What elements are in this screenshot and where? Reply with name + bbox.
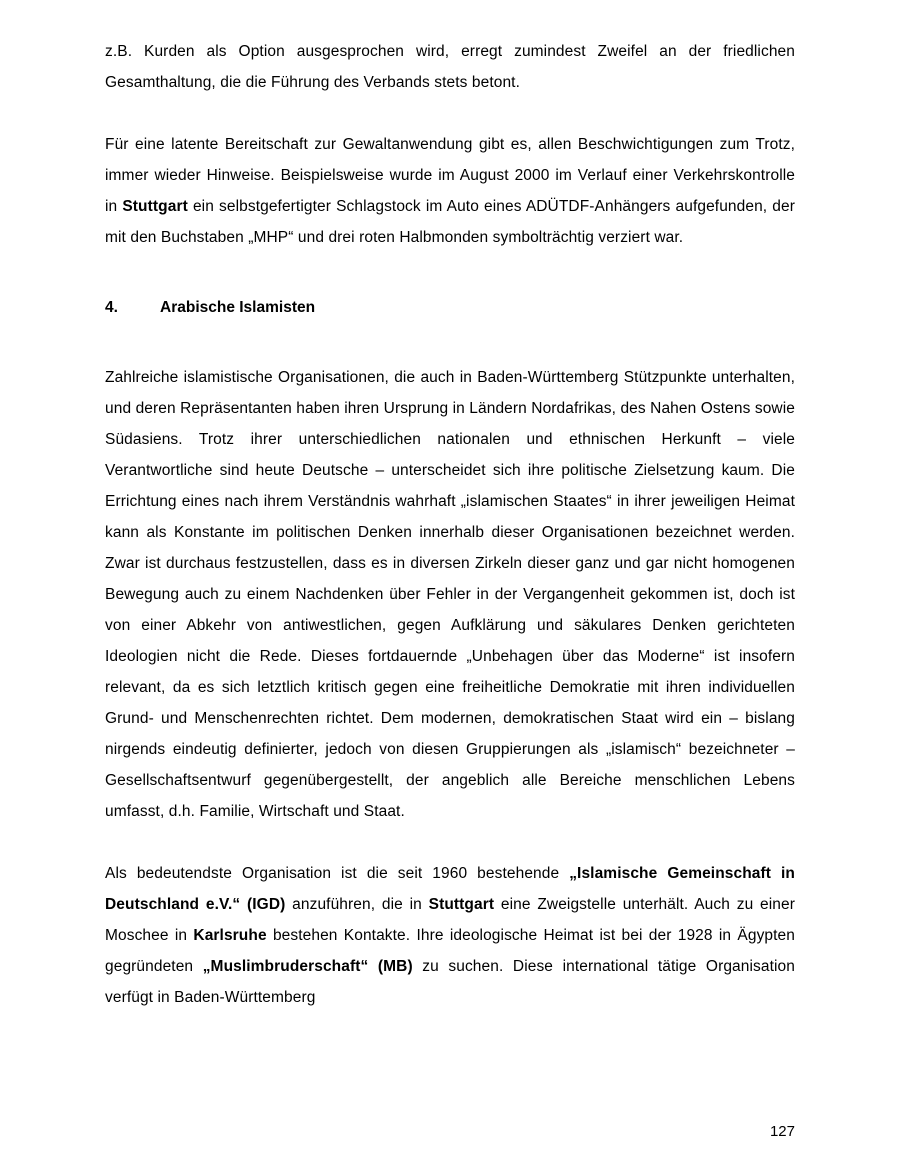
section-heading [105, 292, 795, 323]
section-title: Arabische Islamisten [160, 299, 316, 316]
paragraph-igd: Als bedeutendste Organisation ist die seit 1960 bestehende „Islamische Gemeinschaft in Deutschland e.V.“ (IGD) anzuführen, die in Stuttgart eine Zweigstelle unterhält. Auch zu einer Moschee in Karlsruhe bestehen Kontakte. Ihre ideologische Heimat ist bei der 1928 in Ägypten gegründeten „Muslimbruderschaft“ (MB) zu suchen. Diese international tätige Organisation verfügt in Baden-Württemberg [105, 865, 796, 1006]
section-number: 4. [105, 299, 118, 316]
paragraph-organisationen: Zahlreiche islamistische Organisationen, die auch in Baden-Württemberg Stützpunkte unterhalten, und deren Repräsentanten haben ihren Ursprung in Ländern Nordafrikas, des Nahen Ostens sowie Südasiens. Trotz ihrer unterschiedlichen nationalen und ethnischen Herkunft – viele Verantwortliche sind heute Deutsche – unterscheidet sich ihre politische Zielsetzung kaum. Die Errichtung eines nach ihrem Verständnis wahrhaft „islamischen Staates“ in ihrer jeweiligen Heimat kann als Konstante im politischen Denken innerhalb dieser Organisationen bezeichnet werden. Zwar ist durchaus festzustellen, dass es in diversen Zirkeln dieser ganz und gar nicht homogenen Bewegung auch zu einem Nachdenken über Fehler in der Vergangenheit gekommen ist, doch ist von einer Abkehr von antiwestlichen, gegen Aufklärung und säkulares Denken gerichteten Ideologien nicht die Rede. Dieses fortdauernde „Unbehagen über das Moderne“ ist insofern relevant, da es sich letztlich kritisch gegen eine freiheitliche Demokratie mit ihren individuellen Grund- und Menschenrechten richtet. Dem modernen, demokratischen Staat wird ein – bislang nirgends eindeutig definierter, jedoch von diesen Gruppierungen als „islamisch“ bezeichneter – Gesellschaftsentwurf gegenübergestellt, der angeblich alle Bereiche menschlichen Lebens umfasst, d.h. Familie, Wirtschaft und Staat. [105, 369, 795, 820]
page-content [105, 36, 795, 1044]
paragraph-gewaltanwendung: Für eine latente Bereitschaft zur Gewaltanwendung gibt es, allen Beschwichtigungen zum Trotz, immer wieder Hinweise. Beispielsweise wurde im August 2000 im Verlauf einer Verkehrskontrolle in Stuttgart ein selbstgefertigter Schlagstock im Auto eines ADÜTDF-Anhängers aufgefunden, der mit den Buchstaben „MHP“ und drei roten Halbmonden symbolträchtig verziert war. [105, 136, 795, 246]
page-number: 127 [769, 1123, 795, 1140]
paragraph-intro-continuation: z.B. Kurden als Option ausgesprochen wird, erregt zumindest Zweifel an der friedlichen Gesamthaltung, die die Führung des Verbands stets betont. [105, 43, 795, 91]
